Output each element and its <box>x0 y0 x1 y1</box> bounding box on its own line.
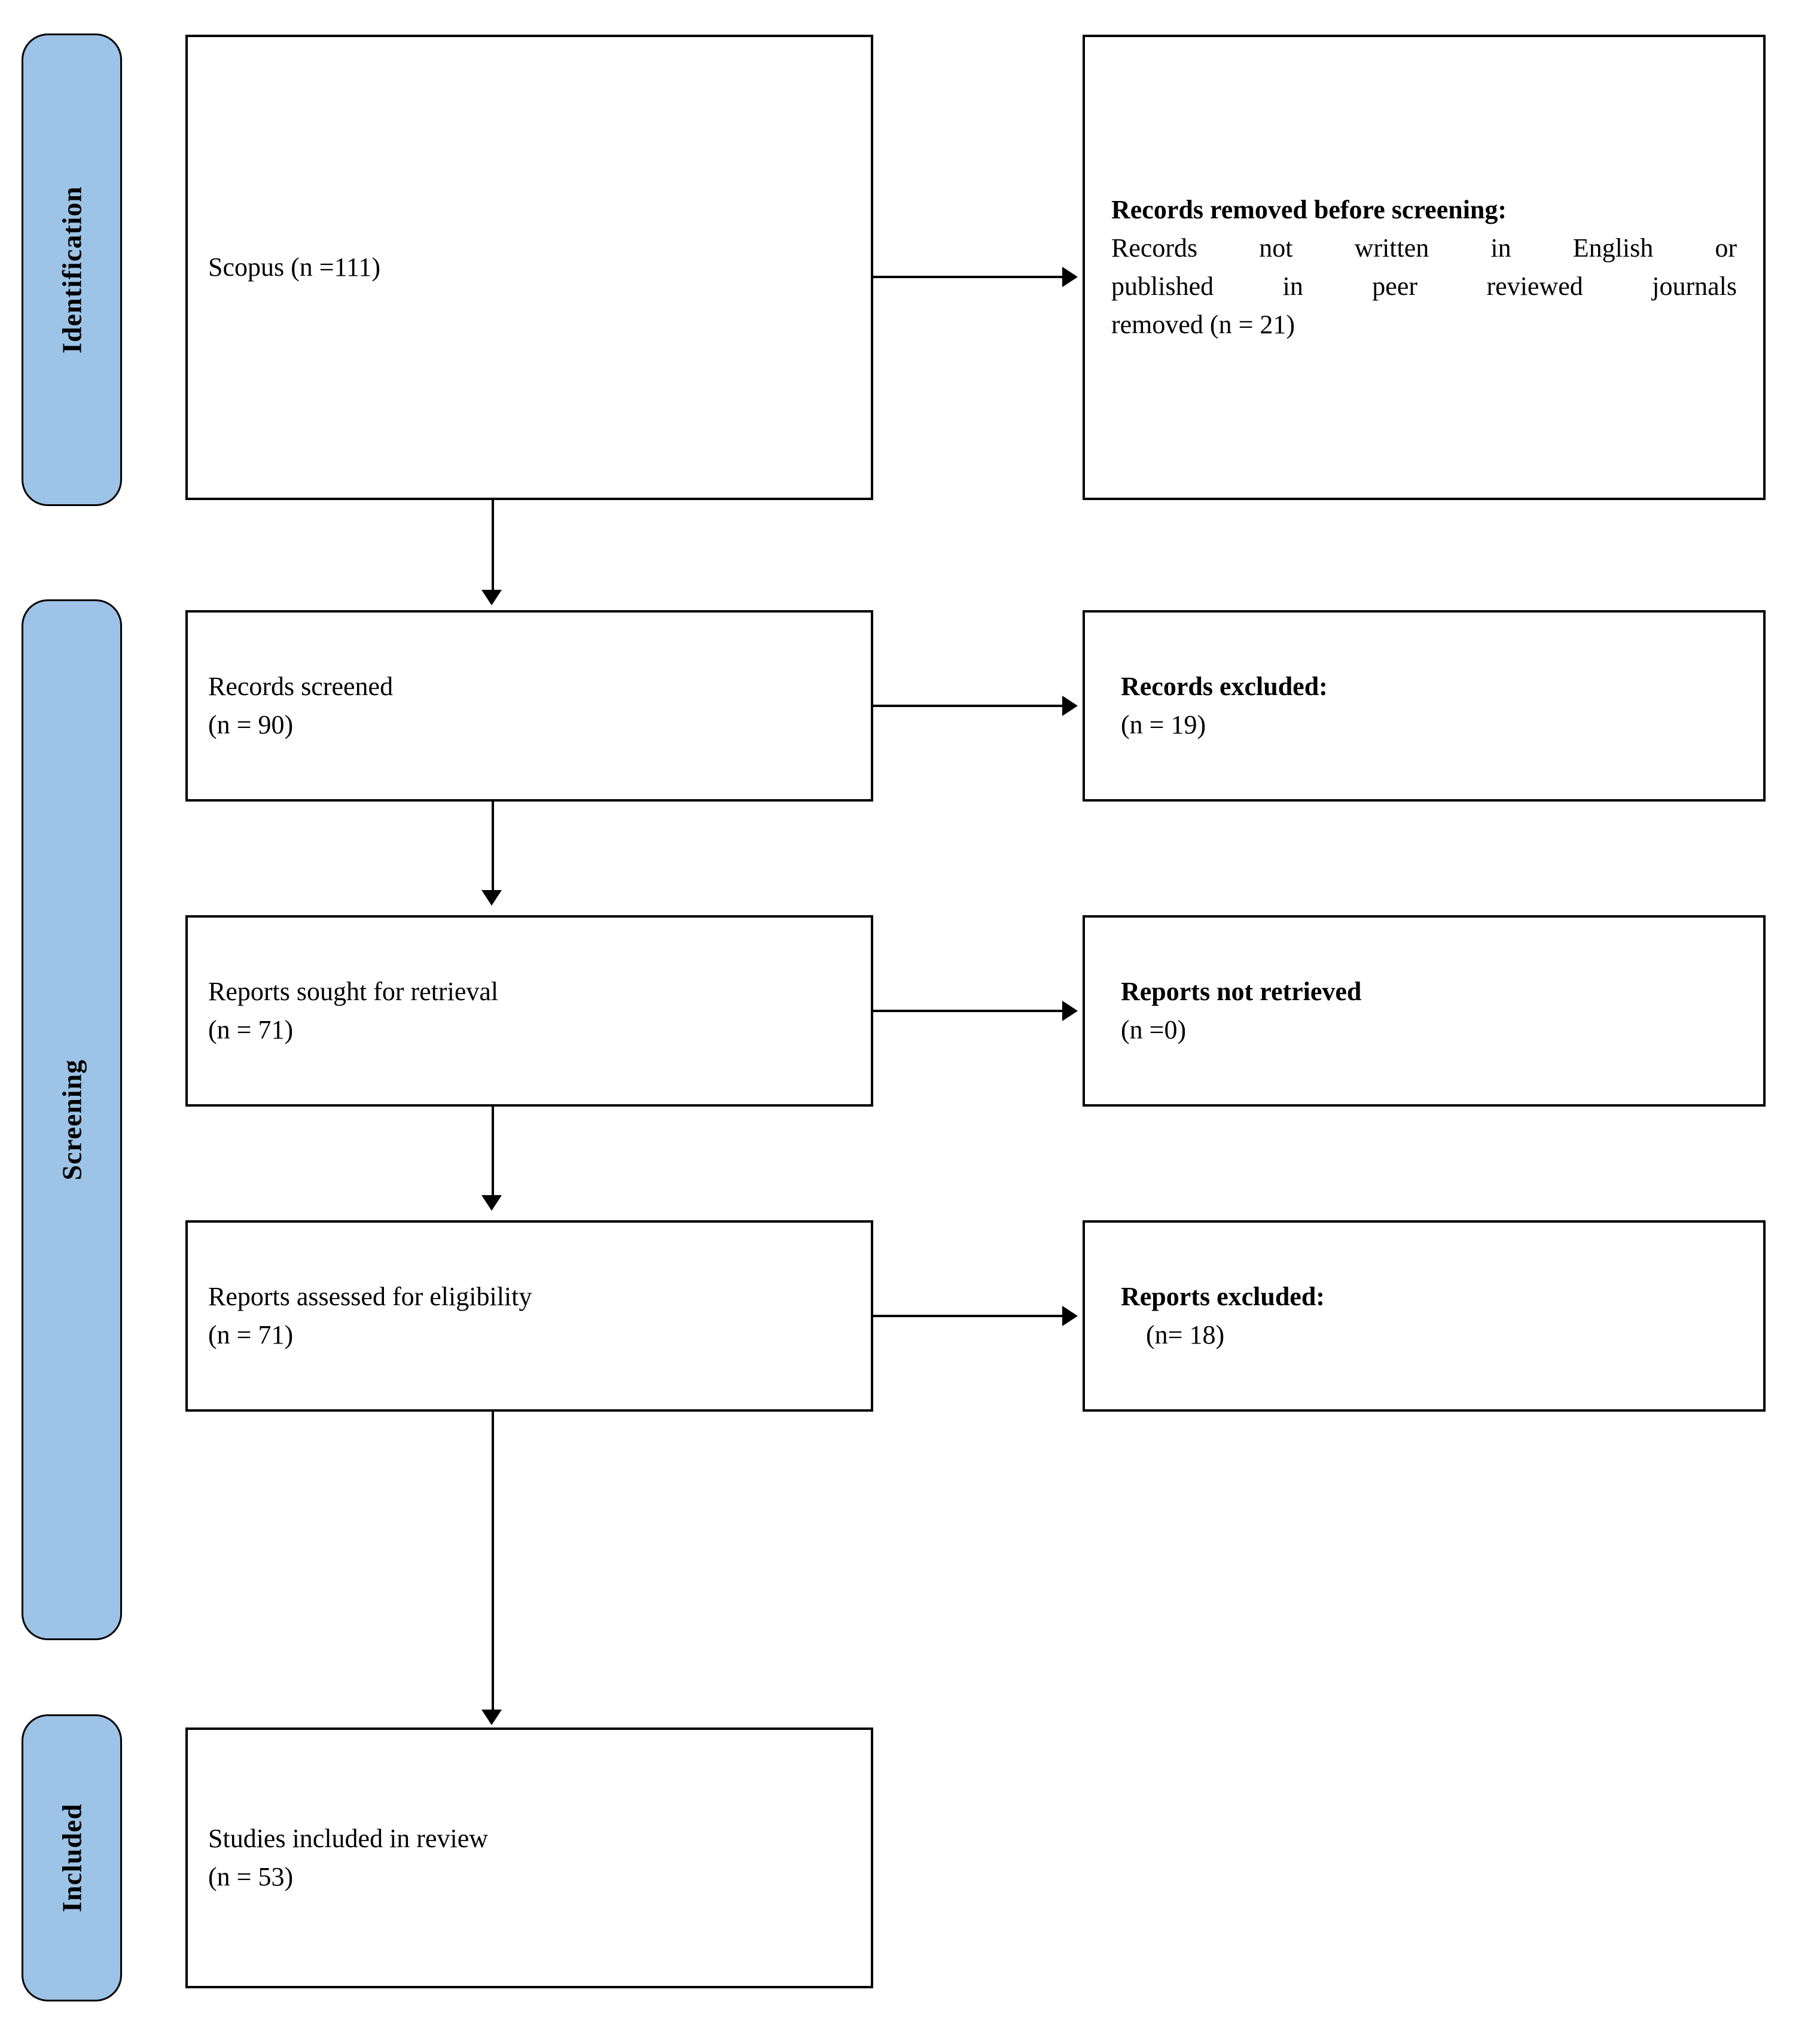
arrowhead-screened-to-excluded <box>1062 696 1078 716</box>
connector-screened-to-excluded <box>873 705 1062 707</box>
connector-sought-to-assessed <box>492 1107 494 1195</box>
stage-identification-label: Identification <box>56 186 87 354</box>
stage-screening-label: Screening <box>56 1059 87 1181</box>
stage-included-label: Included <box>56 1803 87 1912</box>
box-reports-sought-line-1: Reports sought for retrieval <box>208 977 499 1007</box>
box-records-removed-before-screening <box>1083 35 1766 500</box>
arrowhead-sources-to-removed <box>1062 267 1078 287</box>
box-reports-excluded <box>1083 1220 1766 1412</box>
box-records-removed-line-2: Records not written in English or <box>1111 233 1737 263</box>
box-reports-not-retrieved-line-1: Reports not retrieved <box>1121 977 1362 1007</box>
box-reports-excluded-line-1: Reports excluded: <box>1121 1282 1325 1312</box>
box-reports-not-retrieved <box>1083 915 1766 1107</box>
connector-sought-to-not-retrieved <box>873 1010 1062 1012</box>
box-reports-assessed-line-1: Reports assessed for eligibility <box>208 1282 532 1312</box>
box-records-screened-line-1: Records screened <box>208 672 394 702</box>
box-records-removed-line-4: removed (n = 21) <box>1111 309 1295 339</box>
box-reports-sought <box>185 915 873 1107</box>
arrowhead-sought-to-assessed <box>481 1195 502 1211</box>
box-records-excluded-line-1: Records excluded: <box>1121 672 1328 702</box>
box-records-screened-line-2: (n = 90) <box>208 710 294 739</box>
box-sources <box>185 35 873 500</box>
box-records-excluded <box>1083 610 1766 802</box>
box-reports-excluded-line-2: (n= 18) <box>1146 1320 1225 1349</box>
box-studies-included-line-2: (n = 53) <box>208 1862 294 1891</box>
box-reports-assessed <box>185 1220 873 1412</box>
connector-assessed-to-excluded <box>873 1315 1062 1317</box>
box-reports-sought-line-2: (n = 71) <box>208 1015 294 1044</box>
box-studies-included-line-1: Studies included in review <box>208 1824 489 1854</box>
box-reports-not-retrieved-line-2: (n =0) <box>1121 1015 1187 1044</box>
arrowhead-assessed-to-excluded <box>1062 1306 1078 1326</box>
connector-assessed-to-included <box>492 1412 494 1710</box>
box-studies-included <box>185 1728 873 1988</box>
box-records-excluded-line-2: (n = 19) <box>1121 710 1206 739</box>
connector-sources-to-removed <box>873 276 1062 278</box>
arrowhead-sought-to-not-retrieved <box>1062 1001 1078 1021</box>
box-records-removed-line-1: Records removed before screening: <box>1111 195 1507 225</box>
stage-identification <box>22 33 122 506</box>
box-records-removed-line-3: published in peer reviewed journals <box>1111 272 1737 301</box>
connector-screened-to-sought <box>492 802 494 890</box>
arrowhead-screened-to-sought <box>481 890 502 906</box>
arrowhead-sources-to-screened <box>481 590 502 605</box>
box-reports-assessed-line-2: (n = 71) <box>208 1320 294 1349</box>
connector-sources-to-screened <box>492 500 494 590</box>
box-sources-line-1: Scopus (n =111) <box>208 252 380 282</box>
arrowhead-assessed-to-included <box>481 1710 502 1725</box>
box-records-screened <box>185 610 873 802</box>
stage-screening <box>22 599 122 1640</box>
stage-included <box>22 1714 122 2001</box>
